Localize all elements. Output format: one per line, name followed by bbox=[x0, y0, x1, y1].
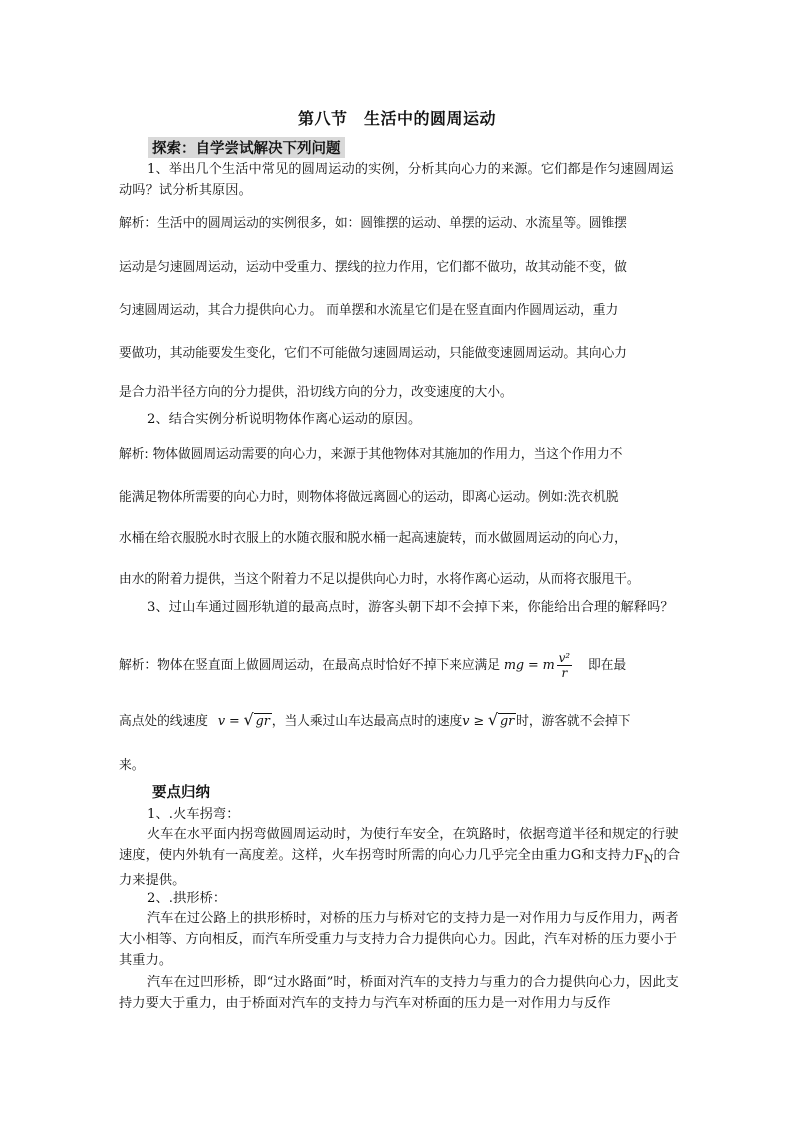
answer-3-text: 时，游客就不会掉下 bbox=[516, 714, 631, 729]
sqrt-sign: √ bbox=[487, 710, 499, 729]
sqrt-radicand: gr bbox=[500, 714, 515, 729]
summary-2-body-2: 汽车在过凹形桥，即“过水路面”时，桥面对汽车的支持力与重力的合力提供向心力，因此支持力要大于重力，由于桥面对汽车的支持力与汽车对桥面的压力是一对作用力与反作 bbox=[119, 975, 679, 1011]
equation-mg: mg = m bbox=[503, 658, 555, 673]
answer-2-line: 水桶在给衣服脱水时衣服上的水随衣服和脱水桶一起高速旋转，而水做圆周运动的向心力， bbox=[119, 531, 627, 546]
answer-2-line: 能满足物体所需要的向心力时，则物体将做远离圆心的运动，即离心运动。例如:洗衣机脱 bbox=[119, 490, 619, 505]
summary-1-body: 火车在水平面内拐弯做圆周运动时，为使行车安全，在筑路时，依据弯道半径和规定的行驶速度，使内外轨有一高度差。这样，火车拐弯时所需的向心力几乎完全由重力G和支持力$F_N$的合力来提供。 bbox=[119, 827, 681, 888]
equation-v: v = bbox=[217, 714, 244, 729]
summary-2-title: 2、.拱形桥： bbox=[147, 891, 227, 906]
explore-heading: 探索：自学尝试解决下列问题 bbox=[148, 137, 345, 158]
answer-3-text: 解析：物体在竖直面上做圆周运动，在最高点时恰好不掉下来应满足 bbox=[119, 658, 500, 673]
question-3: 3、过山车通过圆形轨道的最高点时，游客头朝下却不会掉下来，你能给出合理的解释吗？ bbox=[147, 600, 674, 615]
sqrt-sign: √ bbox=[243, 710, 254, 729]
answer-3-line-1 bbox=[119, 651, 684, 680]
answer-3-text: 即在最 bbox=[587, 658, 627, 673]
question-1: 1、举出几个生活中常见的圆周运动的实例，分析其向心力的来源。它们都是作匀速圆周运动吗？试分析其原因。 bbox=[119, 162, 674, 198]
fraction-numerator: v² bbox=[558, 651, 571, 665]
summary-1-title: 1、.火车拐弯： bbox=[147, 807, 240, 822]
answer-2-line: 由水的附着力提供，当这个附着力不足以提供向心力时，水将作离心运动，从而将衣服甩干。 bbox=[119, 572, 640, 587]
page-title: 第八节 生活中的圆周运动 bbox=[297, 109, 496, 128]
answer-3-line-3: 来。 bbox=[119, 758, 145, 773]
answer-3-line-2 bbox=[119, 710, 684, 729]
summary-2-body-1: 汽车在过公路上的拱形桥时，对桥的压力与桥对它的支持力是一对作用力与反作用力，两者大小相等、方向相反，而汽车所受重力与支持力合力提供向心力。因此，汽车对桥的压力要小于其重力。 bbox=[119, 911, 679, 968]
equation-v-ge: v ≥ bbox=[462, 714, 488, 729]
summary-heading: 要点归纳 bbox=[152, 785, 210, 801]
answer-1-line: 要做功，其动能要发生变化，它们不可能做匀速圆周运动，只能做变速圆周运动。其向心力 bbox=[119, 346, 627, 361]
answer-2-line: 解析: 物体做圆周运动需要的向心力，来源于其他物体对其施加的作用力，当这个作用力不 bbox=[119, 447, 623, 462]
sqrt-radicand: gr bbox=[255, 714, 270, 729]
answer-1-line: 匀速圆周运动，其合力提供向心力。 而单摆和水流星它们是在竖直面内作圆周运动，重力 bbox=[119, 303, 619, 318]
answer-3-text: 高点处的线速度 bbox=[119, 714, 208, 729]
question-2: 2、结合实例分析说明物体作离心运动的原因。 bbox=[147, 412, 422, 427]
answer-1-line: 运动是匀速圆周运动，运动中受重力、摆线的拉力作用，它们都不做功，故其动能不变，做 bbox=[119, 260, 627, 275]
answer-1-line: 是合力沿半径方向的分力提供，沿切线方向的分力，改变速度的大小。 bbox=[119, 385, 513, 400]
answer-3-text: ，当人乘过山车达最高点时的速度 bbox=[271, 714, 463, 729]
fraction-denominator: r bbox=[561, 666, 568, 680]
fraction-v2-over-r bbox=[557, 651, 572, 680]
answer-1-line: 解析：生活中的圆周运动的实例很多，如：圆锥摆的运动、单摆的运动、水流星等。圆锥摆 bbox=[119, 216, 627, 231]
